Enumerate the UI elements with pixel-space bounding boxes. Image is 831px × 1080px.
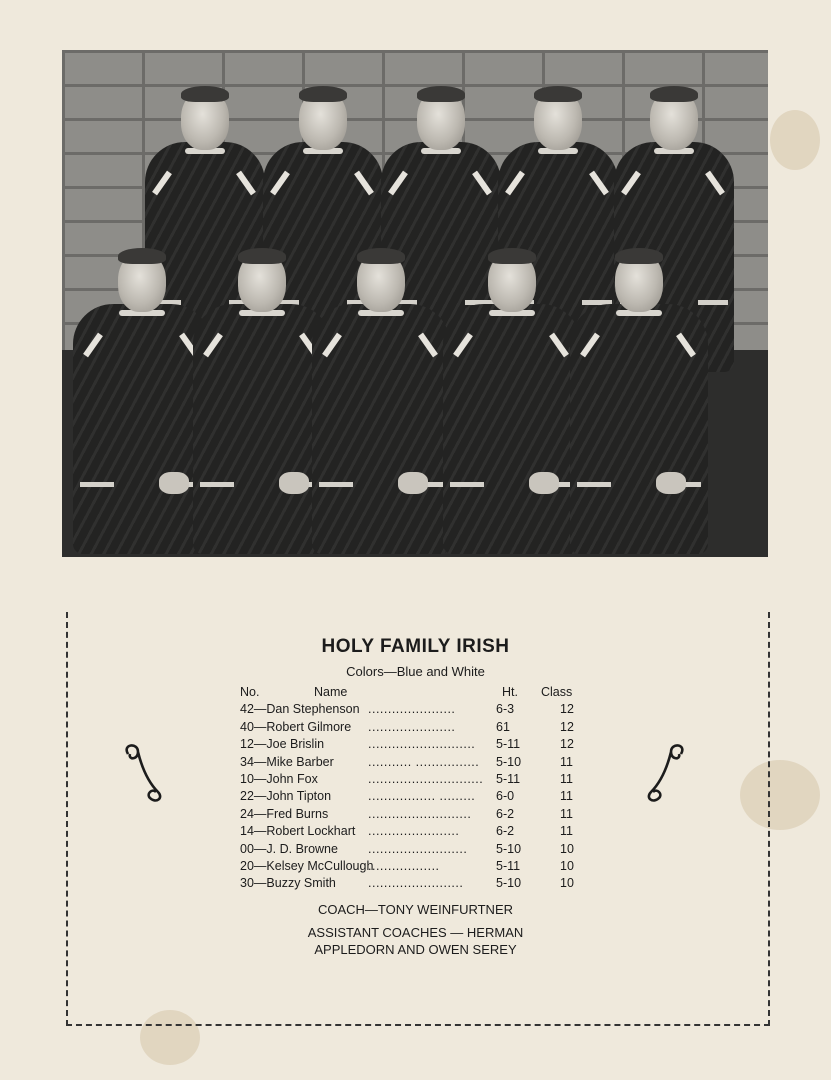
scroll-ornament-left-icon [120, 742, 166, 802]
header-no: No. [240, 685, 260, 699]
player-height: 5-10 [496, 876, 522, 891]
header-class: Class [541, 685, 573, 699]
player-figure [73, 252, 211, 557]
roster-row [240, 876, 590, 893]
player-figure [443, 252, 581, 557]
player-height: 5-10 [496, 754, 522, 769]
assistant-coaches-line2: APPLEDORN AND OWEN SEREY [314, 942, 517, 957]
player-class: 11 [560, 824, 573, 839]
player-class: 11 [560, 754, 573, 769]
player-entry: 22—John Tipton [240, 789, 332, 804]
leader-dots: ............................. [368, 771, 484, 786]
leader-dots: ................. ......... [368, 789, 476, 804]
player-entry: 20—Kelsey McCullough [240, 858, 374, 873]
player-height: 5-11 [496, 771, 521, 786]
player-height: 5-10 [496, 841, 522, 856]
roster-table [240, 685, 590, 894]
player-class: 11 [560, 771, 573, 786]
player-height: 5-11 [496, 737, 521, 752]
leader-dots: ........................... [368, 737, 476, 752]
leader-dots: ........... ................ [368, 754, 480, 769]
roster-row [240, 789, 590, 806]
leader-dots: ...................... [368, 702, 456, 717]
player-class: 12 [560, 737, 574, 752]
player-class: 10 [560, 876, 574, 891]
player-height: 6-0 [496, 789, 515, 804]
leader-dots: ......................... [368, 841, 468, 856]
player-height: 6-2 [496, 824, 515, 839]
header-ht: Ht. [502, 685, 518, 699]
leader-dots: .................. [368, 858, 440, 873]
player-figure [312, 252, 450, 557]
scroll-ornament-right-icon [643, 742, 689, 802]
player-entry: 12—Joe Brislin [240, 737, 325, 752]
leader-dots: ....................... [368, 824, 460, 839]
player-class: 10 [560, 858, 574, 873]
head-coach: COACH—TONY WEINFURTNER [317, 902, 513, 917]
roster-row [240, 859, 590, 876]
leader-dots: .......................... [368, 806, 472, 821]
roster-row [240, 842, 590, 859]
player-entry: 40—Robert Gilmore [240, 719, 352, 734]
team-title: HOLY FAMILY IRISH [321, 636, 510, 657]
header-name: Name [314, 685, 348, 699]
player-height: 6-2 [496, 806, 515, 821]
player-class: 11 [560, 789, 573, 804]
roster-row [240, 755, 590, 772]
team-colors: Colors—Blue and White [346, 664, 485, 679]
roster-row [240, 702, 590, 719]
player-height: 5-11 [496, 858, 521, 873]
player-class: 12 [560, 719, 574, 734]
player-figure [570, 252, 708, 557]
player-entry: 10—John Fox [240, 771, 318, 786]
player-entry: 42—Dan Stephenson [240, 702, 360, 717]
player-class: 10 [560, 841, 574, 856]
player-entry: 00—J. D. Browne [240, 841, 338, 856]
player-entry: 24—Fred Burns [240, 806, 329, 821]
player-entry: 34—Mike Barber [240, 754, 334, 769]
leader-dots: ........................ [368, 876, 464, 891]
player-figure [193, 252, 331, 557]
player-entry: 14—Robert Lockhart [240, 824, 356, 839]
roster-row [240, 720, 590, 737]
assistant-coaches-line1: ASSISTANT COACHES — HERMAN [307, 925, 524, 940]
leader-dots: ...................... [368, 719, 456, 734]
player-height: 6-3 [496, 702, 515, 717]
paper-stain [770, 110, 820, 170]
player-height: 61 [496, 719, 510, 734]
player-class: 11 [560, 806, 573, 821]
roster-header [240, 685, 590, 702]
roster-row [240, 772, 590, 789]
roster-row [240, 824, 590, 841]
roster-row [240, 807, 590, 824]
team-photo [62, 50, 768, 557]
player-class: 12 [560, 702, 574, 717]
player-entry: 30—Buzzy Smith [240, 876, 336, 891]
roster-row [240, 737, 590, 754]
